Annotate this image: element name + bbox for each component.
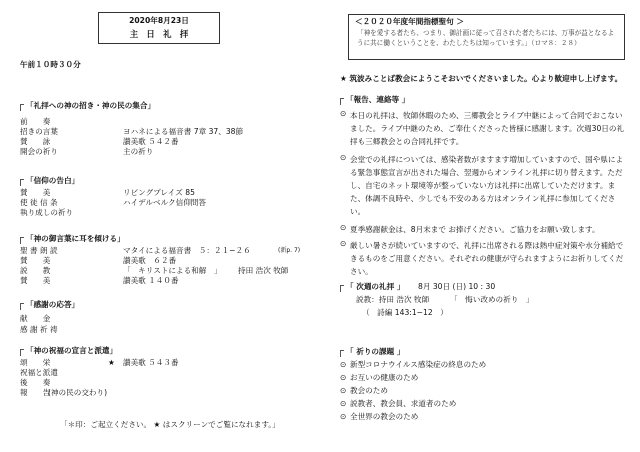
- bullet-icon: ⊙: [340, 153, 347, 162]
- verse-text: 「神を愛する者たち、つまり、御計画に従って召された者たちには、万事が益となるように共に働くということを、わたしたちは知っています。」（ロマ８：２８）: [357, 29, 615, 47]
- section-heading: 「神の祝福の宣言と派遣」: [26, 346, 118, 355]
- report-item: [340, 109, 626, 148]
- order-value: 讃美歌 ６２番: [123, 256, 177, 265]
- order-label: 説 教: [20, 266, 51, 275]
- order-label: 報 告: [20, 388, 51, 397]
- service-header-box: [98, 12, 220, 44]
- order-value: 讃美歌 ５４２番: [123, 137, 179, 146]
- reports-heading: 「報告、連絡等 」: [346, 95, 410, 104]
- order-label: 執り成しの祈り: [20, 208, 74, 217]
- verse-title: ＜２０２０年度年間指標聖句 ＞: [355, 17, 464, 26]
- order-label: 祝福と派遣: [20, 368, 58, 377]
- prayer-section: [340, 348, 626, 428]
- report-item: [340, 239, 626, 278]
- report-text: 会堂での礼拝については、感染者数がますます増加していますので、国や県による緊急事態宣言が出された場合、翌週からオンライン礼拝に切り替えます。ただし、自宅のネット環境等が整っていない方は礼拝に出席していただけます。また、体調不良時や、少しでも不安のある方はオンライン礼拝に参加してください。: [350, 155, 624, 216]
- service-title: 主 日 礼 拝: [129, 29, 189, 39]
- order-label: 後 奏: [20, 378, 51, 387]
- order-label: 頌 栄: [20, 358, 51, 367]
- next-service-section: [340, 282, 626, 322]
- bullet-icon: ⊙: [340, 360, 347, 369]
- bullet-icon: ⊙: [340, 373, 347, 382]
- next-service-heading: 「 次週の礼拝 」: [346, 282, 405, 291]
- next-service-sermon: 「 悔い改めの祈り 」: [450, 295, 534, 304]
- yearly-verse-box: [348, 14, 625, 60]
- order-label: 聖 書 朗 読: [20, 246, 58, 255]
- bullet-icon: ⊙: [340, 412, 347, 421]
- order-value: 主の祈り: [123, 147, 154, 156]
- next-service-date: 8月 30日 (日) 10 : 30: [418, 282, 496, 291]
- order-value: マタイによる福音書 ５：２１−２６: [123, 246, 251, 255]
- prayer-text: 新型コロナウイルス感染症の終息のため: [350, 360, 487, 369]
- section-heading: 「信仰の告白」: [26, 176, 80, 185]
- order-value: ハイデルベルク信仰問答: [123, 198, 206, 207]
- report-item: [340, 223, 626, 236]
- prayer-text: 教会のため: [350, 386, 388, 395]
- order-label: 感 謝 祈 祷: [20, 325, 58, 334]
- order-value: (神の民の交わり): [48, 388, 108, 397]
- order-value: ヨハネによる福音書 7章 37、38節: [123, 127, 244, 136]
- prayer-text: 説教者、教会員、求道者のため: [350, 399, 457, 408]
- welcome-message: ★ 筑波みことば教会にようこそおいでくださいました。心より歓迎申し上げます。: [340, 74, 623, 83]
- bullet-icon: ⊙: [340, 386, 347, 395]
- reports-section: [340, 95, 626, 276]
- next-service-scripture: （ 詩編 143:1−12 ）: [362, 308, 448, 317]
- section-heading: 「神の御言葉に耳を傾ける」: [26, 234, 125, 243]
- order-label: 賛 美: [20, 256, 51, 265]
- prayer-text: 全世界の教会のため: [350, 412, 419, 421]
- order-note: (新p. 7): [278, 247, 301, 254]
- order-value: 「 キリストによる和解 」: [123, 266, 222, 275]
- bullet-icon: ⊙: [340, 109, 347, 118]
- order-label: 前 奏: [20, 117, 51, 126]
- preacher-name: 持田 浩次 牧師: [238, 266, 289, 275]
- order-label: 賛 詠: [20, 137, 51, 146]
- section-blessing: [20, 346, 320, 402]
- order-value: リビングプレイズ 85: [123, 188, 195, 197]
- order-value: 讃美歌 ５４３番: [123, 358, 179, 367]
- order-label: 使 徒 信 条: [20, 198, 58, 207]
- service-date: 2020年8月23日: [129, 16, 189, 25]
- next-service-preacher: 説教：持田 浩次 牧師: [356, 295, 430, 304]
- section-response: [20, 300, 320, 336]
- order-label: 招きの言葉: [20, 127, 58, 136]
- bullet-icon: ⊙: [340, 239, 347, 248]
- bullet-icon: ⊙: [340, 399, 347, 408]
- order-label: 開会の祈り: [20, 147, 58, 156]
- section-heading: 「礼拝への神の招き・神の民の集合」: [26, 101, 156, 110]
- prayer-heading: 「 祈りの課題 」: [346, 347, 405, 356]
- order-label: 献 金: [20, 314, 51, 323]
- section-word: [20, 234, 320, 294]
- order-label: 賛 美: [20, 188, 51, 197]
- section-gathering: [20, 101, 320, 165]
- prayer-text: お互いの健康のため: [350, 373, 419, 382]
- report-item: [340, 153, 626, 218]
- order-label: 賛 美: [20, 276, 51, 285]
- report-text: 厳しい暑さが続いていますので、礼拝に出席される際は熱中症対策や水分補給できるものをご用意ください。それぞれの健康が守られますようにお祈りしてください。: [350, 241, 624, 276]
- order-value: 讃美歌 １４０番: [123, 276, 179, 285]
- report-text: 夏季感謝献金は、8月末まで お捧げください。ご協力をお願い致します。: [350, 225, 600, 234]
- screen-star-icon: ★: [108, 358, 115, 367]
- service-time: 午前１０時３０分: [20, 60, 81, 69]
- section-confession: [20, 176, 320, 226]
- section-heading: 「感謝の応答」: [26, 300, 80, 309]
- report-text: 本日の礼拝は、牧師休暇のため、三郷教会とライブ中継によって合同でおこないました。ライブ中継のため、ご奉仕くださった皆様に感謝します。次週30日の礼拝も三郷教会との合同礼拝です。: [350, 111, 625, 146]
- footnote: 「＊印：ご起立ください。 ★ はスクリーンでご覧になれます。」: [60, 420, 280, 429]
- bullet-icon: ⊙: [340, 223, 347, 232]
